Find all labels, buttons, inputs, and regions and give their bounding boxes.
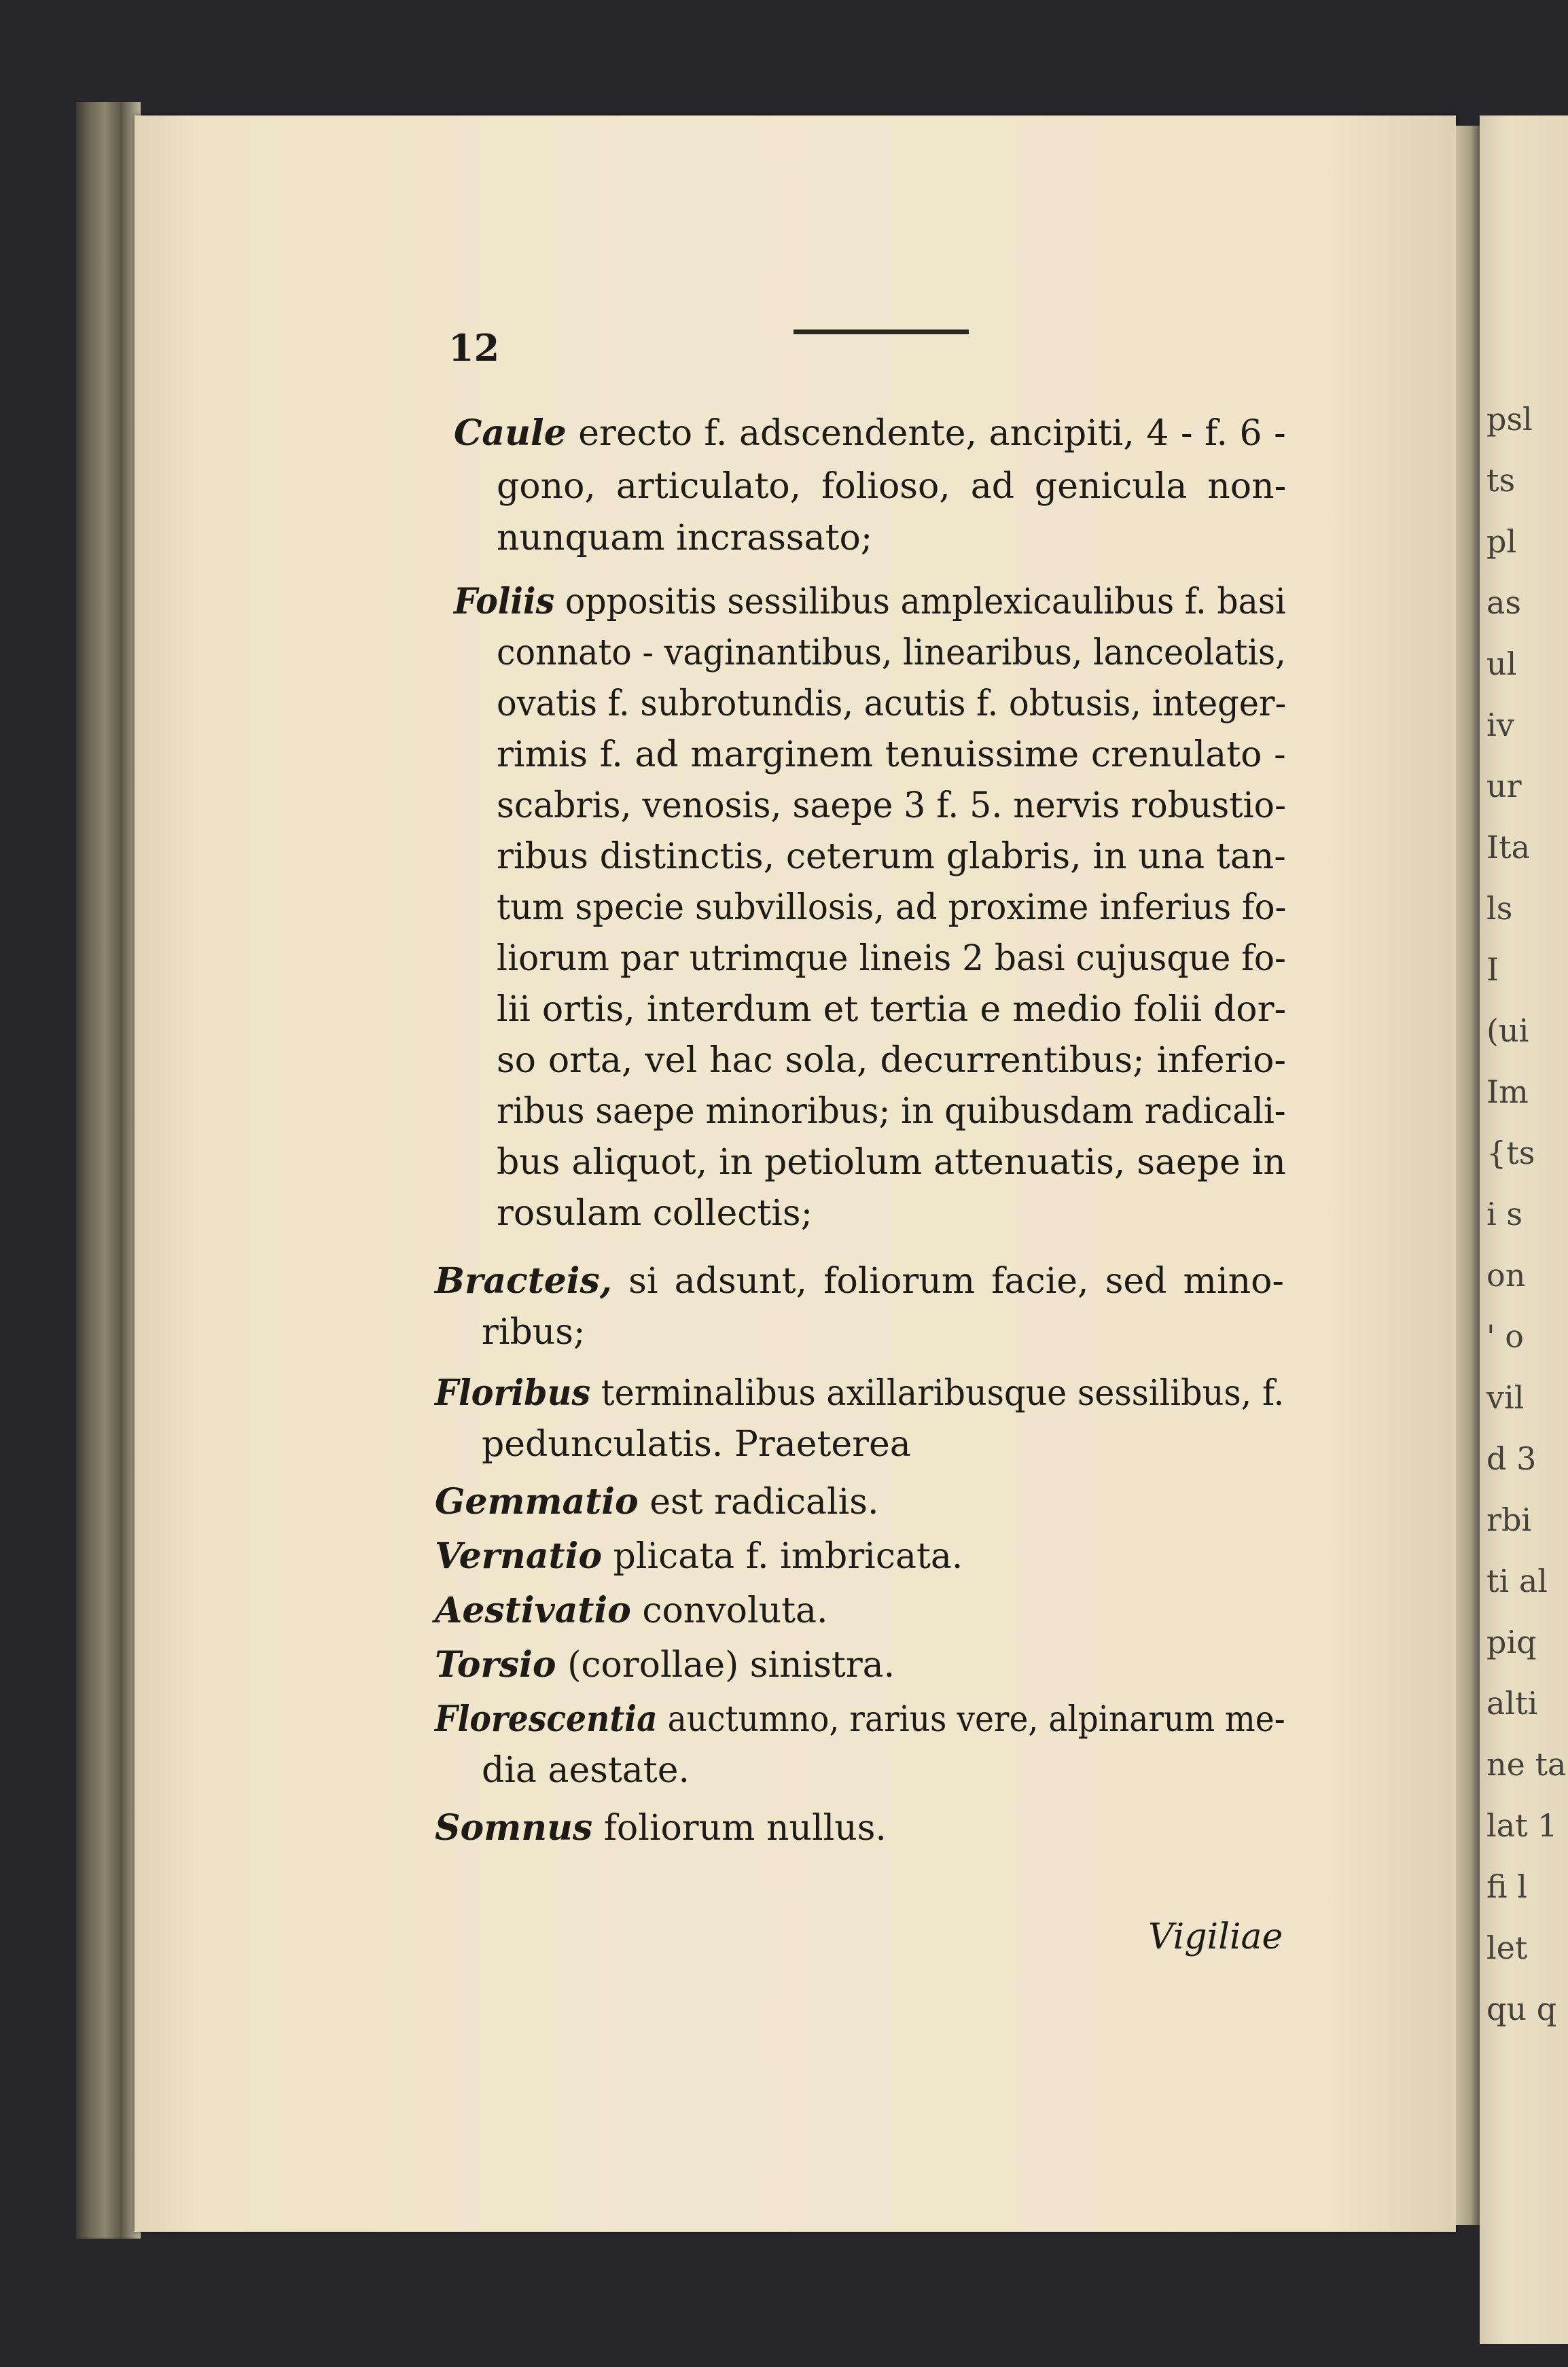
facing-page-fragment: ur <box>1486 768 1522 804</box>
facing-page-fragment: ul <box>1486 645 1517 682</box>
line-text: pedunculatis. Praeterea <box>482 1424 911 1465</box>
line-text: tum specie subvillosis, ad proxime inferius fo- <box>497 887 1287 928</box>
entry-term: Torsio <box>435 1644 556 1686</box>
line-text: foliorum nullus. <box>603 1808 887 1849</box>
text-line <box>497 635 1286 671</box>
text-line <box>454 412 1286 454</box>
catchword: Vigiliae <box>1148 1917 1283 1957</box>
text-line <box>497 734 1286 775</box>
line-text: convoluta. <box>642 1590 828 1631</box>
entry-term: Aestivatio <box>435 1590 631 1631</box>
line-text: ribus distinctis, ceterum glabris, in una tan- <box>497 836 1286 877</box>
line-text: rimis f. ad marginem tenuissime crenulato - <box>497 734 1286 775</box>
text-line <box>482 1424 911 1465</box>
text-line <box>497 836 1286 877</box>
line-text: est radicalis. <box>649 1482 879 1523</box>
line-text: (corollae) sinistra. <box>567 1645 895 1686</box>
facing-page-fragment: ti al <box>1486 1563 1548 1599</box>
line-text: si adsunt, foliorum facie, sed mino- <box>628 1261 1284 1302</box>
facing-page-fragment: let <box>1486 1929 1528 1966</box>
text-line <box>482 1312 586 1353</box>
line-text: plicata f. imbricata. <box>613 1536 963 1577</box>
facing-page-fragment: ts <box>1486 462 1516 499</box>
line-text: ribus; <box>482 1312 586 1353</box>
facing-page-fragment: fi l <box>1486 1868 1528 1905</box>
facing-page-fragment: I <box>1486 951 1499 988</box>
facing-page-fragment: ' o <box>1486 1318 1524 1355</box>
text-line <box>497 1091 1286 1132</box>
line-text: nunquam incrassato; <box>497 518 873 558</box>
facing-page-edge <box>1480 115 1568 2344</box>
facing-page-fragment: lat 1 <box>1486 1807 1558 1844</box>
line-text: ribus saepe minoribus; in quibusdam radicali- <box>497 1091 1286 1132</box>
line-text: terminalibus axillaribusque sessilibus, f. <box>601 1373 1285 1414</box>
text-line <box>435 1535 963 1577</box>
text-line <box>497 1142 1286 1183</box>
text-line <box>497 1193 813 1234</box>
facing-page-fragment: Im <box>1486 1073 1529 1110</box>
facing-page-fragment: Ita <box>1486 829 1531 866</box>
facing-page-fragment: as <box>1486 584 1522 621</box>
facing-page-fragment: alti <box>1486 1685 1538 1722</box>
text-line <box>435 1260 1284 1302</box>
facing-page-fragment: {ts <box>1486 1135 1535 1171</box>
facing-page-fragment: psl <box>1486 401 1533 438</box>
facing-page-fragment: rbi <box>1486 1501 1532 1538</box>
text-line <box>435 1481 879 1523</box>
line-text: liorum par utrimque lineis 2 basi cujusque fo- <box>497 938 1286 979</box>
header-rule <box>794 330 969 334</box>
page-edge-shadow <box>1456 126 1480 2225</box>
text-line <box>435 1698 1285 1740</box>
line-text: auctumno, rarius vere, alpinarum me- <box>667 1699 1285 1740</box>
entry-term: Florescentia <box>435 1698 658 1740</box>
line-text: so orta, vel hac sola, decurrentibus; inferio- <box>497 1040 1286 1081</box>
text-line <box>435 1590 828 1631</box>
text-line <box>497 1040 1286 1081</box>
line-text: dia aestate. <box>482 1750 690 1791</box>
text-line <box>497 938 1286 979</box>
text-line <box>435 1807 887 1849</box>
page-number: 12 <box>448 326 500 370</box>
line-text: gono, articulato, folioso, ad genicula non- <box>497 466 1287 507</box>
facing-page-fragment: on <box>1486 1257 1526 1294</box>
line-text: ovatis f. subrotundis, acutis f. obtusis, integer- <box>497 683 1287 724</box>
text-line <box>497 785 1286 826</box>
facing-page-fragment: piq <box>1486 1624 1537 1660</box>
line-text: lii ortis, interdum et tertia e medio folii dor- <box>497 989 1287 1030</box>
text-line <box>497 887 1287 928</box>
line-text: scabris, venosis, saepe 3 f. 5. nervis robustio- <box>497 785 1286 826</box>
text-line <box>435 1644 895 1686</box>
entry-term: Bracteis, <box>435 1260 612 1302</box>
facing-page-fragment: ne ta <box>1486 1746 1567 1783</box>
facing-page-fragment: vil <box>1486 1379 1525 1416</box>
facing-page-fragment: i s <box>1486 1196 1522 1232</box>
text-line <box>497 466 1287 507</box>
facing-page-fragment: iv <box>1486 707 1514 743</box>
line-text: rosulam collectis; <box>497 1193 813 1234</box>
text-line <box>454 581 1286 622</box>
entry-term: Gemmatio <box>435 1481 639 1523</box>
entry-term: Somnus <box>435 1807 593 1849</box>
facing-page-fragment: d 3 <box>1486 1440 1537 1477</box>
facing-page-fragment: ls <box>1486 890 1513 927</box>
facing-page-fragment: (ui <box>1486 1012 1529 1049</box>
entry-term: Foliis <box>454 581 555 622</box>
facing-page-fragment: pl <box>1486 523 1517 560</box>
entry-term: Floribus <box>435 1372 591 1414</box>
line-text: bus aliquot, in petiolum attenuatis, saepe in <box>497 1142 1286 1183</box>
book-binding <box>76 102 141 2239</box>
line-text: oppositis sessilibus amplexicaulibus f. basi <box>565 582 1286 622</box>
text-line <box>435 1372 1285 1414</box>
text-line <box>482 1750 690 1791</box>
entry-term: Caule <box>454 412 567 454</box>
facing-page-fragment: qu q <box>1486 1991 1557 2027</box>
text-line <box>497 989 1287 1030</box>
text-line <box>497 683 1287 724</box>
line-text: erecto f. adscendente, ancipiti, 4 - f. 6 - <box>578 413 1286 454</box>
entry-term: Vernatio <box>435 1535 603 1577</box>
text-line <box>497 520 872 556</box>
line-text: connato - vaginantibus, linearibus, lanceolatis, <box>497 633 1286 673</box>
